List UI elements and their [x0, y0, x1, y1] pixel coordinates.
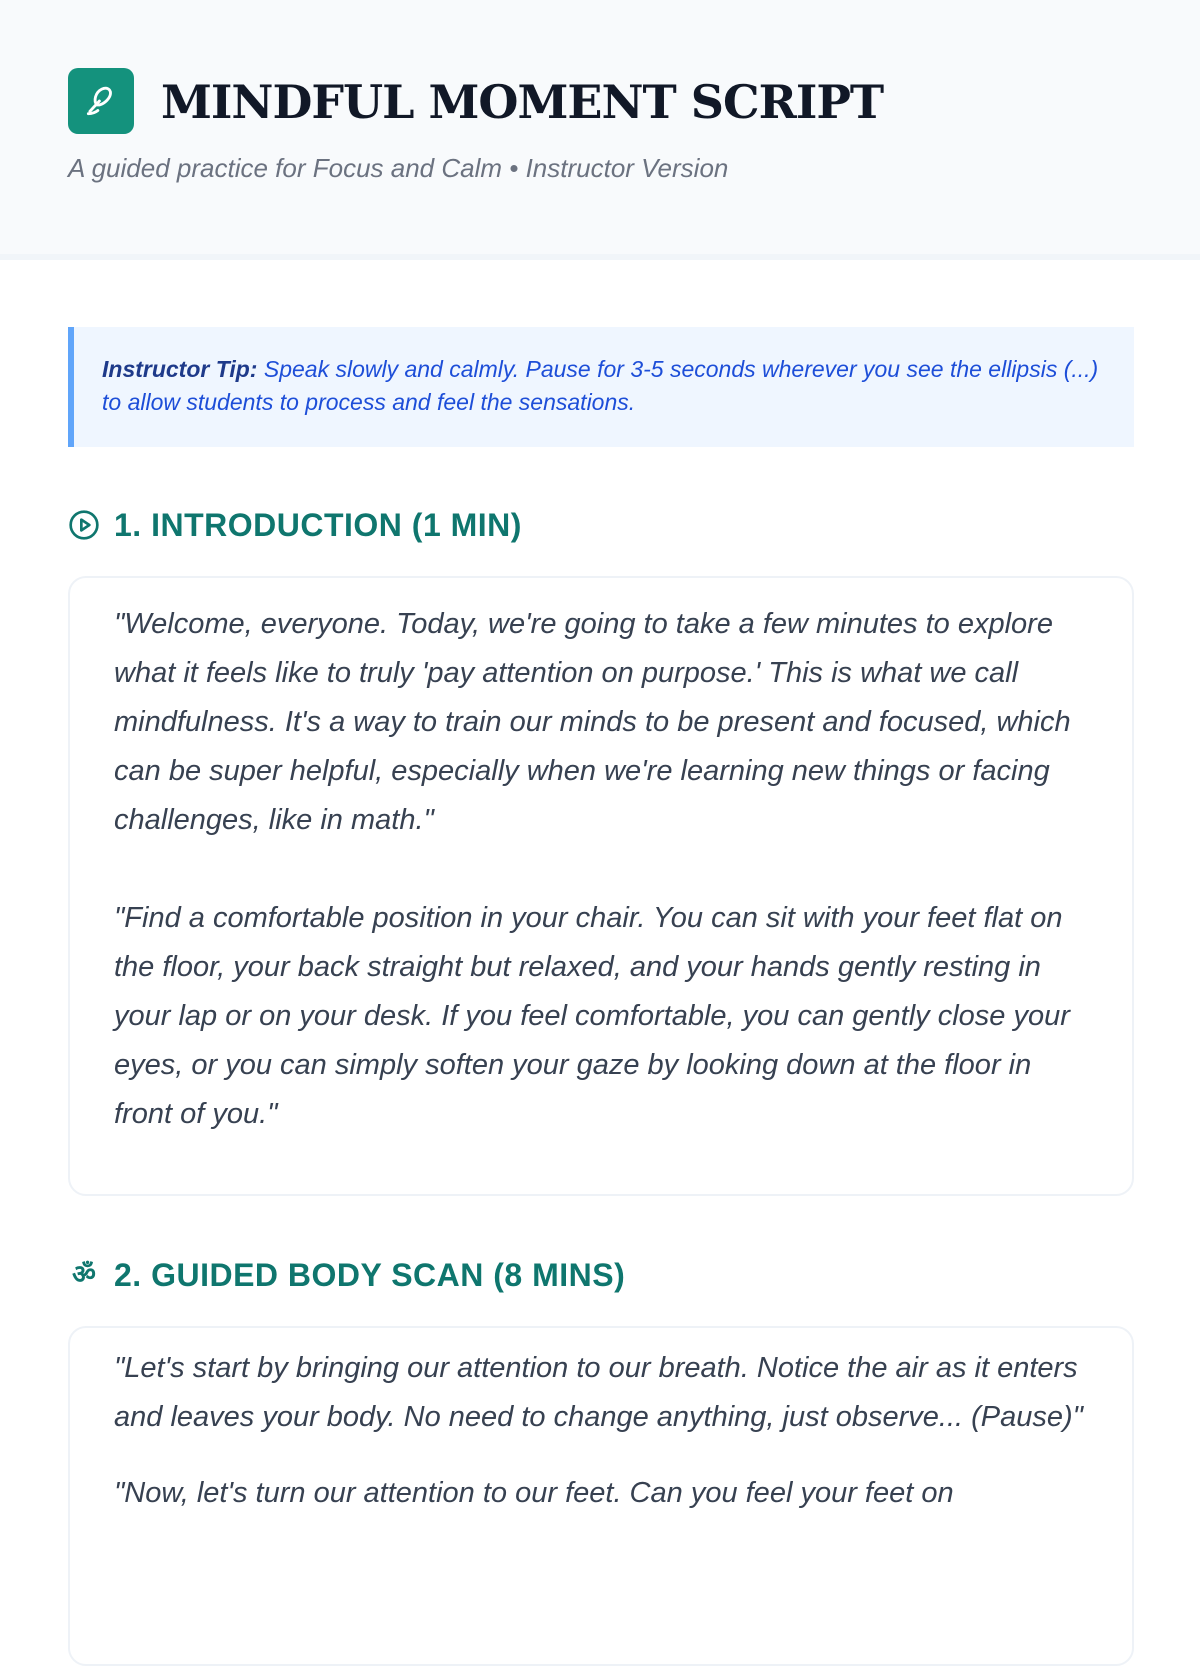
section-heading-introduction: [68, 503, 522, 547]
document-header: [0, 0, 1200, 260]
section-title: 1. INTRODUCTION (1 MIN): [114, 506, 522, 543]
section-title: 2. GUIDED BODY SCAN (8 MINS): [114, 1256, 626, 1293]
script-paragraph: "Now, let's turn our attention to our feet. Can you feel your feet on: [114, 1477, 954, 1509]
script-card-introduction: [68, 576, 1134, 1196]
page-subtitle: A guided practice for Focus and Calm • Instructor Version: [68, 153, 729, 183]
om-icon: [68, 1259, 100, 1291]
script-paragraph: "Let's start by bringing our attention to our breath. Notice the air as it enters and leaves your body. No need to change anything, just observe... (Pause)": [114, 1352, 1083, 1433]
script-paragraph: "Welcome, everyone. Today, we're going to take a few minutes to explore what it feels like to truly 'pay attention on purpose.' This is what we call mindfulness. It's a way to train our minds to be present and focused, which can be super helpful, especially when we're learning new things or facing challenges, like in math.": [114, 608, 1071, 836]
section-heading-body-scan: [68, 1253, 625, 1297]
tip-text: Speak slowly and calmly. Pause for 3-5 seconds wherever you see the ellipsis (...) to allow students to process and feel the sensations.: [102, 356, 1099, 415]
play-circle-icon: [68, 509, 100, 541]
logo-badge: [68, 68, 134, 134]
tip-label: Instructor Tip:: [102, 356, 258, 382]
instructor-tip-callout: [68, 327, 1134, 447]
feather-pen-icon: [82, 82, 120, 120]
script-paragraph: "Find a comfortable position in your chair. You can sit with your feet flat on the floor, your back straight but relaxed, and your hands gently resting in your lap or on your desk. If you feel comfortable, you can gently close your eyes, or you can simply soften your gaze by looking down at the floor in front of you.": [114, 902, 1070, 1130]
page-title: MINDFUL MOMENT SCRIPT: [161, 75, 884, 129]
script-card-body-scan: [68, 1326, 1134, 1666]
om-glyph: ॐ: [72, 1260, 96, 1290]
